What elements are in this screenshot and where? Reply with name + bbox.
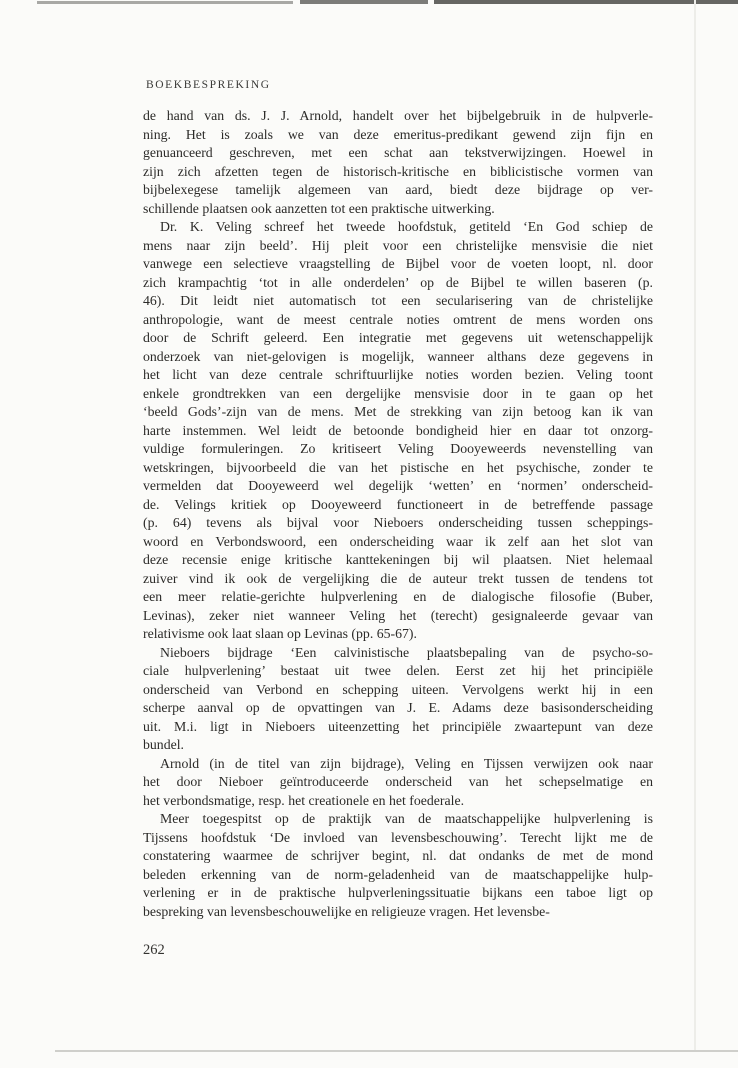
page-number: 262 — [143, 942, 165, 958]
text-line: ning. Het is zoals we van deze emeritus-predikant gewend zijn fijn en — [143, 126, 653, 142]
text-line: het licht van deze centrale schriftuurlijke noties worden bezien. Veling toont — [143, 367, 653, 382]
scan-artifact-top-edge — [434, 0, 738, 4]
text-line: schillende plaatsen ook aanzetten tot een praktische uitwerking. — [143, 200, 495, 216]
text-line: harte instemmen. Wel leidt de betoonde bondigheid hier en daar tot onzorg- — [143, 422, 653, 438]
text-line: deze recensie enige kritische kanttekeningen bij wil plaatsen. Niet helemaal — [143, 552, 653, 567]
paragraph — [143, 755, 653, 811]
running-header: BOEKBESPREKING — [146, 79, 271, 91]
text-line: de. Velings kritiek op Dooyeweerd functioneert in de betreffende passage — [143, 496, 653, 512]
text-body — [143, 107, 653, 921]
text-line: vermelden dat Dooyeweerd wel degelijk ‘wetten’ en ‘normen’ onderscheid- — [143, 478, 653, 493]
text-line: uit. M.i. ligt in Nieboers uiteenzetting het principiële zwaartepunt van deze — [143, 718, 653, 734]
text-line: 46). Dit leidt niet automatisch tot een secularisering van de christelijke — [143, 293, 653, 308]
text-line: Nieboers bijdrage ‘Een calvinistische plaatsbepaling van de psycho-so- — [160, 644, 653, 660]
text-line: bespreking van levensbeschouwelijke en religieuze vragen. Het levensbe- — [143, 903, 550, 919]
scan-artifact-top-edge — [37, 1, 293, 4]
text-line: genuanceerd geschreven, met een schat aan tekstverwijzingen. Hoewel in — [143, 145, 653, 160]
text-line: relativisme ook laat slaan op Levinas (pp. 65-67). — [143, 626, 417, 641]
text-line: onderzoek van niet-gelovigen is mogelijk, wanneer althans deze gegevens in — [143, 348, 653, 364]
text-line: scherpe aanval op de opvattingen van J. E. Adams deze basisonderscheiding — [143, 700, 653, 715]
text-line: het verbondsmatige, resp. het creationele en het foederale. — [143, 792, 465, 808]
text-line: enkele grondtrekken van een dergelijke mensvisie door in te gaan op het — [143, 385, 653, 401]
text-line: wetskringen, bijvoorbeeld die van het pistische en het psychische, zonder te — [143, 459, 653, 475]
text-line: bundel. — [143, 737, 184, 752]
text-line: de hand van ds. J. J. Arnold, handelt over het bijbelgebruik in de hulpverle- — [143, 108, 653, 123]
text-line: beleden erkenning van de norm-geladenheid van de maatschappelijke hulp- — [143, 866, 653, 882]
paragraph — [143, 218, 653, 644]
text-line: onderscheid van Verbond en schepping uiteen. Vervolgens werkt hij in een — [143, 681, 653, 697]
text-line: een meer relatie-gerichte hulpverlening en de dialogische filosofie (Buber, — [143, 589, 653, 604]
text-line: Arnold (in de titel van zijn bijdrage), Veling en Tijssen verwijzen ook naar — [160, 755, 653, 771]
text-line: woord en Verbondswoord, een onderscheiding waar ik zelf aan het slot van — [143, 533, 653, 549]
text-line: ciale hulpverlening’ bestaat uit twee delen. Eerst zet hij het principiële — [143, 663, 653, 678]
paragraph — [143, 810, 653, 921]
text-line: zich krampachtig ‘tot in alle onderdelen’ op de Bijbel te willen baseren (p. — [143, 274, 653, 290]
text-line: het door Nieboer geïntroduceerde onderscheid van het schepselmatige en — [143, 774, 653, 789]
text-line: Tijssens hoofdstuk ‘De invloed van levensbeschouwing’. Terecht lijkt me de — [143, 829, 653, 845]
text-line: Levinas), zeker niet wanneer Veling het (terecht) gesignaleerde gevaar van — [143, 607, 653, 623]
text-line: ‘beeld Gods’-zijn van de mens. Met de strekking van zijn betoog kan ik van — [143, 404, 653, 419]
paragraph — [143, 644, 653, 755]
text-line: Meer toegespitst op de praktijk van de maatschappelijke hulpverlening is — [160, 811, 653, 826]
text-line: bijbelexegese tamelijk algemeen van aard, biedt deze bijdrage op ver- — [143, 182, 653, 197]
text-line: mens naar zijn beeld’. Hij pleit voor een christelijke mensvisie die niet — [143, 237, 653, 253]
text-line: verlening er in de praktische hulpverleningssituatie bijkans een taboe ligt op — [143, 885, 653, 900]
text-line: zijn zich afzetten tegen de historisch-kritische en biblicistische vormen van — [143, 163, 653, 179]
text-line: anthropologie, want de meest centrale noties omtrent de mens worden ons — [143, 311, 653, 327]
text-line: (p. 64) tevens als bijval voor Nieboers onderscheiding tussen scheppings- — [143, 515, 653, 530]
scan-artifact-bottom-edge — [55, 1050, 738, 1052]
scan-artifact-top-edge — [300, 0, 428, 4]
text-line: constatering waarmee de schrijver begint, nl. dat ondanks de met de mond — [143, 848, 653, 863]
text-line: Dr. K. Veling schreef het tweede hoofdstuk, getiteld ‘En God schiep de — [160, 219, 653, 234]
paragraph — [143, 107, 653, 218]
text-line: zuiver vind ik ook de vergelijking die de auteur trekt tussen de tendens tot — [143, 570, 653, 586]
text-line: vuldige formuleringen. Zo kritiseert Veling Dooyeweerds nevenstelling van — [143, 441, 653, 456]
scan-artifact-right-edge — [694, 0, 696, 1052]
text-line: vanwege een selectieve vraagstelling de Bijbel voor de voeten loopt, nl. door — [143, 256, 653, 271]
text-line: door de Schrift geleerd. Een integratie met gegevens uit wetenschappelijk — [143, 330, 653, 345]
